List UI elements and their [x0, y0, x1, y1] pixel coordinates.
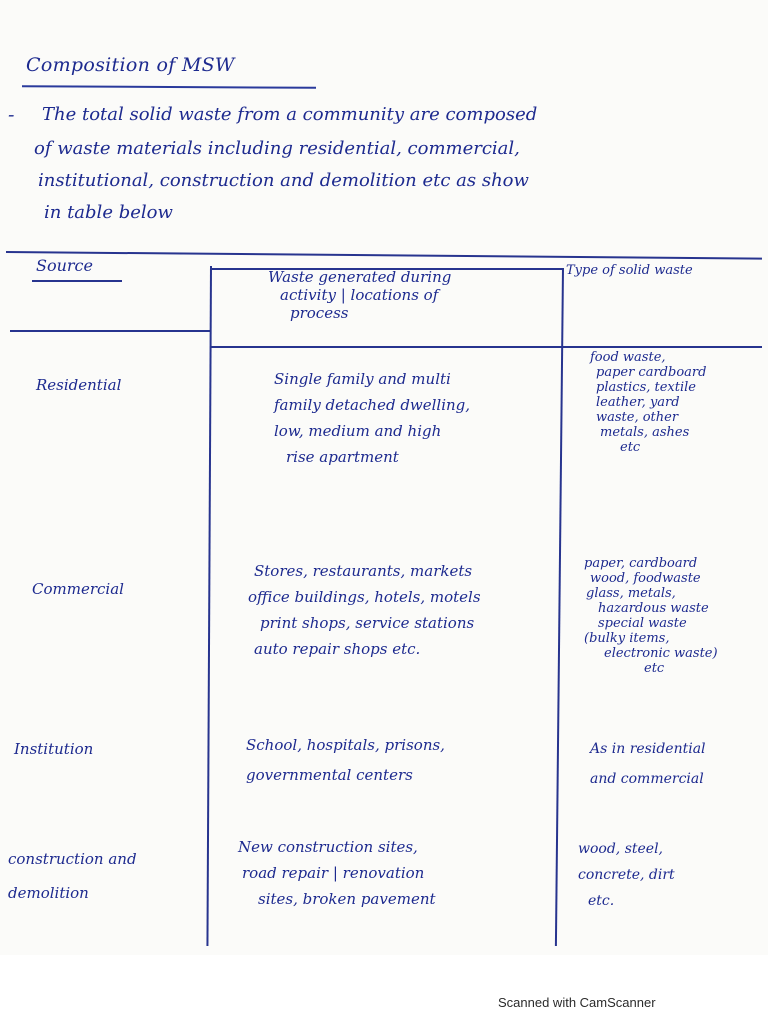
footer-band [0, 955, 768, 1024]
intro-line: institutional, construction and demolition etc as show [38, 170, 529, 191]
header-bottom-rule [10, 330, 210, 332]
row-residential-source: Residential [36, 376, 122, 394]
row-institution-activity: School, hospitals, prisons, governmental centers [246, 736, 445, 784]
row-commercial-activity: Stores, restaurants, markets office buildings, hotels, motels print shops, service stations auto repair shops etc. [248, 562, 481, 658]
page-title: Composition of MSW [26, 54, 235, 76]
header-bottom-rule-main [210, 346, 762, 348]
header-type: Type of solid waste [566, 263, 693, 278]
row-institution-type: As in residential and commercial [590, 741, 706, 787]
bullet-dash: - [8, 104, 15, 126]
row-residential-type: food waste, paper cardboard plastics, textile leather, yard waste, other metals, ashes etc [590, 350, 707, 455]
intro-line: in table below [44, 202, 173, 223]
intro-line: The total solid waste from a community are composed [42, 104, 538, 125]
camscanner-watermark: Scanned with CamScanner [498, 995, 656, 1010]
row-residential-activity: Single family and multi family detached dwelling, low, medium and high rise apartment [274, 370, 471, 466]
row-construction-type: wood, steel, concrete, dirt etc. [578, 841, 675, 909]
row-institution-source: Institution [14, 740, 94, 758]
header-activity: Waste generated during activity | locations of process [268, 268, 452, 322]
row-commercial-source: Commercial [32, 580, 124, 598]
row-commercial-type: paper, cardboard wood, foodwaste glass, metals, hazardous waste special waste (bulky items, electronic waste) etc [584, 556, 718, 676]
source-header-underline [32, 280, 122, 282]
row-construction-activity: New construction sites, road repair | renovation sites, broken pavement [238, 838, 436, 908]
row-construction-source: construction and demolition [8, 850, 137, 902]
header-source: Source [36, 256, 93, 275]
intro-line: of waste materials including residential, commercial, [34, 138, 520, 159]
